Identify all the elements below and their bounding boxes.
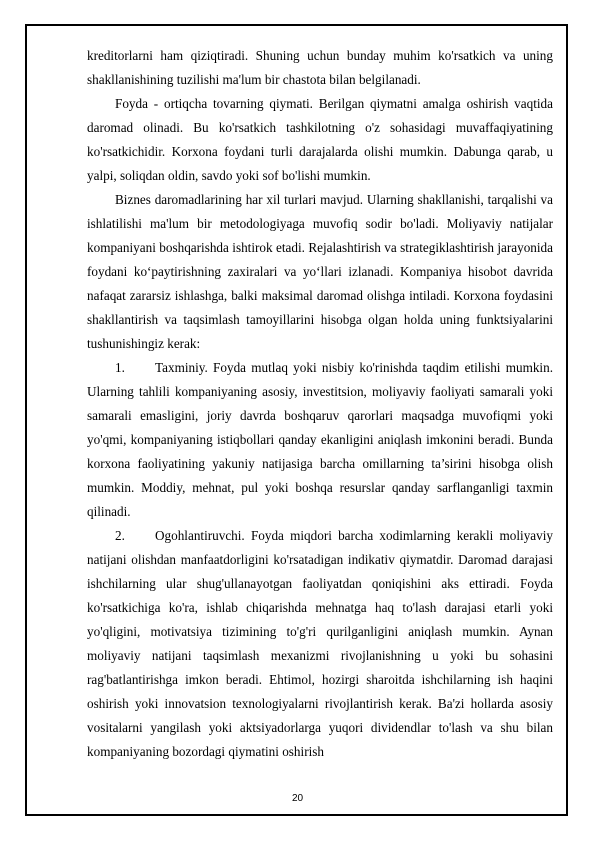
paragraph-biznes-daromadlari: Biznes daromadlarining har xil turlari mavjud. Ularning shakllanishi, tarqalishi va ishlatilishi ma'lum bir metodologiyaga muvofiq sodir bo'ladi. Moliyaviy natijalar kompaniyani boshqarishda ishtirok etadi. Rejalashtirish va strategiklashtirish jarayonida foydani ko‘paytirishning zaxiralari va yo‘llari izlanadi. Kompaniya hisobot davrida nafaqat zararsiz ishlashga, balki maksimal daromad olishga intiladi. Korxona foydasini shakllantirish va taqsimlash tamoyillarini hisobga olgan holda uning funktsiyalarini tushunishingiz kerak: bbox=[87, 192, 553, 351]
list-item bbox=[87, 524, 553, 764]
list-item-text: Taxminiy. Foyda mutlaq yoki nisbiy ko'rinishda taqdim etilishi mumkin. Ularning tahlili kompaniyaning asosiy, investitsion, moliyaviy faoliyati samarali yoki samarali emasligini, joriy davrda boshqaruv qarorlari maqsadga muvofiqmi yoki yo'qmi, kompaniyaning istiqbollari qanday ekanligini aniqlash imkonini beradi. Bunda korxona faoliyatining yakuniy natijasiga barcha omillarning ta’sirini hisobga olish mumkin. Moddiy, mehnat, pul yoki boshqa resurslar qanday sarflanganligi taxmin qilinadi. bbox=[87, 360, 553, 519]
list-item-text: Ogohlantiruvchi. Foyda miqdori barcha xodimlarning kerakli moliyaviy natijani olishdan manfaatdorligini ko'rsatadigan indikativ qiymatdir. Daromad darajasi ishchilarning ular shug'ullanayotgan faoliyatdan qoniqishini aks ettiradi. Foyda ko'rsatkichiga ko'ra, ishlab chiqarishda mehnatga haq to'lash darajasi etarli yoki yo'qligini, motivatsiya tizimining to'g'ri qurilganligini aniqlash mumkin. Aynan moliyaviy natijani taqsimlash mexanizmi rivojlanishning u yoki bu sohasini rag'batlantirishga imkon beradi. Ehtimol, hozirgi sharoitda ishchilarning ish haqini oshirish yoki innovatsion texnologiyalarni rivojlantirish kerak. Ba'zi hollarda asosiy vositalarni yangilash yoki aktsiyadorlarga yuqori dividendlar to'lash va shu bilan kompaniyaning bozordagi qiymatini oshirish bbox=[87, 528, 553, 759]
paragraph-continuation: kreditorlarni ham qiziqtiradi. Shuning uchun bunday muhim ko'rsatkich va uning shakllanishining tuzilishi ma'lum bir chastota bilan belgilanadi. bbox=[87, 48, 553, 87]
list-item bbox=[87, 356, 553, 524]
document-body bbox=[87, 44, 553, 764]
page-number: 20 bbox=[291, 793, 304, 804]
list-item-number: 2. bbox=[115, 528, 125, 543]
paragraph-foyda-definition: Foyda - ortiqcha tovarning qiymati. Berilgan qiymatni amalga oshirish vaqtida daromad olinadi. Bu ko'rsatkich tashkilotning o'z sohasidagi muvaffaqiyatining ko'rsatkichidir. Korxona foydani turli darajalarda olishi mumkin. Dabunga qarab, u yalpi, soliqdan oldin, savdo yoki sof bo'lishi mumkin. bbox=[87, 96, 553, 183]
list-item-number: 1. bbox=[115, 360, 125, 375]
